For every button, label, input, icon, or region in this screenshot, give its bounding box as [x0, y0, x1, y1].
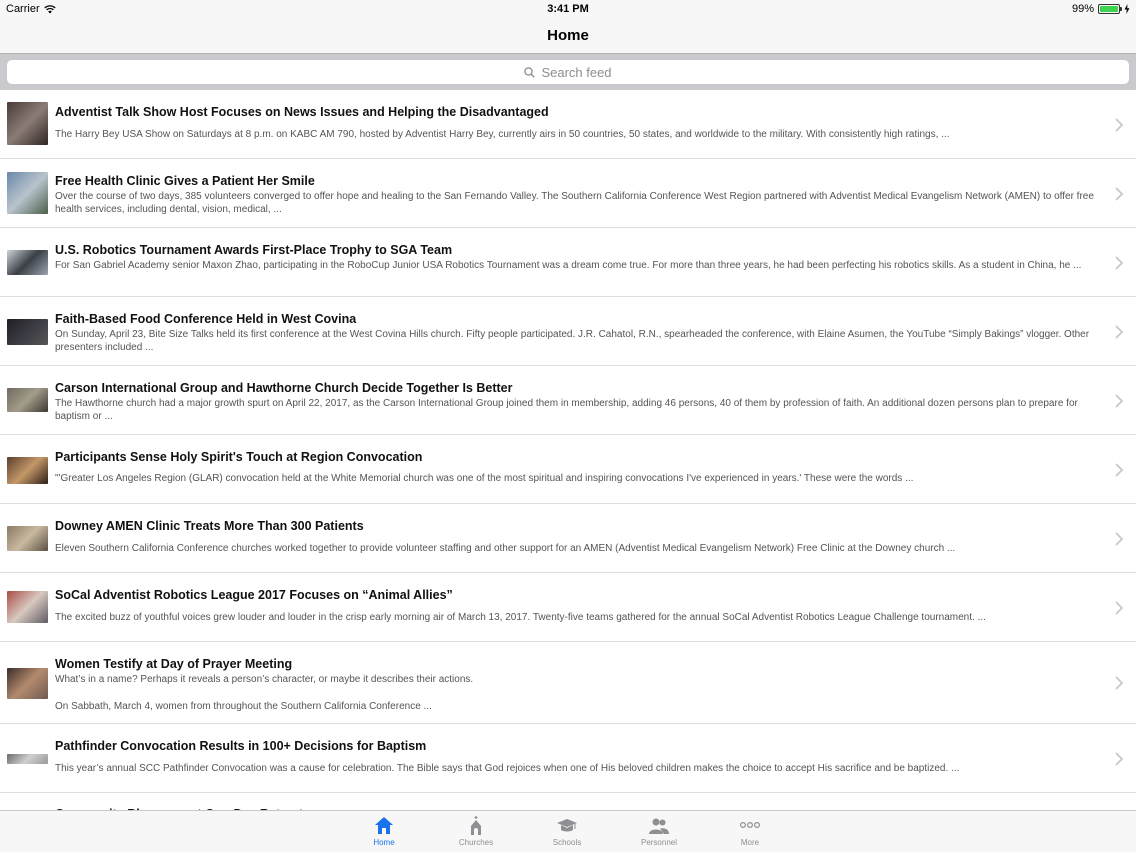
tab-label: Schools	[552, 838, 582, 847]
tab-churches[interactable]	[446, 815, 506, 847]
article-thumbnail	[7, 388, 48, 412]
battery-level	[1100, 6, 1118, 12]
battery-percent: 99%	[1071, 3, 1094, 15]
more-dots-icon	[720, 815, 780, 836]
chevron-right-icon	[1114, 752, 1124, 766]
article-thumbnail	[7, 457, 48, 484]
article-thumbnail	[7, 102, 48, 145]
tab-more[interactable]	[720, 815, 780, 847]
article-title: Pathfinder Convocation Results in 100+ Decisions for Baptism	[55, 739, 427, 753]
people-icon	[629, 815, 689, 836]
article-summary: What’s in a name? Perhaps it reveals a person’s character, or maybe it describes their actions.	[55, 674, 474, 685]
article-thumbnail	[7, 591, 48, 623]
article-thumbnail	[7, 754, 48, 764]
tab-bar	[0, 810, 1136, 852]
tab-label: Personnel	[640, 838, 678, 847]
chevron-right-icon	[1114, 532, 1124, 546]
article-summary: Over the course of two days, 385 volunteers converged to offer hope and healing to the San Fernando Valley. The Southern California Conference West Region partnered with Adventist Medical Evangelism Network (AMEN) to offer free health services, including dental, vision, medical, ...	[55, 191, 1094, 215]
chevron-right-icon	[1114, 676, 1124, 690]
chevron-right-icon	[1114, 325, 1124, 339]
news-feed-list[interactable]	[0, 90, 1136, 810]
article-summary-continued: On Sabbath, March 4, women from throughout the Southern California Conference ...	[55, 701, 432, 712]
feed-row[interactable]	[0, 228, 1136, 297]
status-bar	[0, 0, 1136, 18]
article-thumbnail	[7, 668, 48, 699]
article-title: U.S. Robotics Tournament Awards First-Place Trophy to SGA Team	[55, 243, 453, 257]
article-summary: On Sunday, April 23, Bite Size Talks held its first conference at the West Covina Hills church. Fifty people participated. J.R. Cahatol, R.N., spearheaded the conference, with Elaine Asumen, the YouTube “Simply Bakings” vlogger. Other presenters included ...	[55, 329, 1090, 353]
search-icon	[524, 67, 535, 78]
carrier-label: Carrier	[6, 3, 40, 15]
article-title: Faith-Based Food Conference Held in West Covina	[55, 312, 357, 326]
chevron-right-icon	[1114, 601, 1124, 615]
feed-row[interactable]	[0, 366, 1136, 435]
feed-row[interactable]	[0, 297, 1136, 366]
article-summary: Eleven Southern California Conference churches worked together to provide volunteer staffing and other support for an AMEN (Adventist Medical Evangelism Network) Free Clinic at the Downey church ...	[55, 543, 956, 554]
article-summary: For San Gabriel Academy senior Maxon Zhao, participating in the RoboCup Junior USA Robotics Tournament was a dream come true. For more than three years, he had been perfecting his robotics skills. As a student in China, he ...	[55, 260, 1082, 271]
article-thumbnail	[7, 526, 48, 551]
article-title: Free Health Clinic Gives a Patient Her Smile	[55, 174, 315, 188]
tab-personnel[interactable]	[629, 815, 689, 847]
chevron-right-icon	[1114, 118, 1124, 132]
article-summary: This year’s annual SCC Pathfinder Convocation was a cause for celebration. The Bible says that God rejoices when one of His beloved children makes the choice to accept His sacrifice and be baptized. ...	[55, 763, 960, 774]
tab-label: More	[740, 838, 760, 847]
clock: 3:41 PM	[547, 3, 589, 15]
article-summary: The excited buzz of youthful voices grew louder and louder in the crisp early morning air of March 13, 2017. Twenty-five teams gathered for the annual SoCal Adventist Robotics League Challenge tournament. ...	[55, 612, 986, 623]
battery-icon	[1098, 4, 1120, 14]
page-title: Home	[547, 27, 589, 44]
article-thumbnail	[7, 172, 48, 214]
article-summary: "'Greater Los Angeles Region (GLAR) convocation held at the White Memorial church was one of the most spiritual and inspiring convocations I've experienced in years.' These were the words ...	[55, 473, 914, 484]
article-title: Downey AMEN Clinic Treats More Than 300 Patients	[55, 519, 364, 533]
navigation-bar	[0, 18, 1136, 54]
graduation-cap-icon	[537, 815, 597, 836]
article-summary: The Harry Bey USA Show on Saturdays at 8 p.m. on KABC AM 790, hosted by Adventist Harry Bey, currently airs in 50 countries, 50 states, and worldwide to the military. With consistently high ratings, ...	[55, 129, 950, 140]
feed-row[interactable]	[0, 642, 1136, 724]
chevron-right-icon	[1114, 463, 1124, 477]
feed-row[interactable]	[0, 724, 1136, 793]
feed-row[interactable]	[0, 435, 1136, 504]
chevron-right-icon	[1114, 394, 1124, 408]
church-icon	[446, 815, 506, 836]
tab-label: Home	[373, 838, 395, 847]
article-title: Women Testify at Day of Prayer Meeting	[55, 657, 293, 671]
article-title: SoCal Adventist Robotics League 2017 Focuses on “Animal Allies”	[55, 588, 453, 602]
search-input[interactable]	[7, 60, 1129, 84]
tab-home[interactable]	[354, 815, 414, 847]
search-placeholder: Search feed	[541, 64, 612, 80]
article-title: Carson International Group and Hawthorne Church Decide Together Is Better	[55, 381, 513, 395]
chevron-right-icon	[1114, 187, 1124, 201]
chevron-right-icon	[1114, 256, 1124, 270]
feed-row[interactable]	[0, 159, 1136, 228]
search-bar	[0, 54, 1136, 90]
charging-bolt-icon	[1124, 4, 1130, 14]
article-summary: The Hawthorne church had a major growth spurt on April 22, 2017, as the Carson International Group joined them in membership, adding 46 persons, 40 of them by profession of faith. An additional dozen persons plan to prepare for baptism or ...	[55, 398, 1078, 422]
battery-indicator	[1072, 3, 1130, 15]
article-title: Participants Sense Holy Spirit's Touch at Region Convocation	[55, 450, 423, 464]
feed-row[interactable]	[0, 573, 1136, 642]
home-icon	[354, 815, 414, 836]
tab-schools[interactable]	[537, 815, 597, 847]
article-thumbnail	[7, 319, 48, 345]
tab-label: Churches	[458, 838, 494, 847]
article-thumbnail	[7, 250, 48, 275]
feed-row[interactable]	[0, 504, 1136, 573]
feed-row[interactable]	[0, 90, 1136, 159]
article-title: Adventist Talk Show Host Focuses on News Issues and Helping the Disadvantaged	[55, 105, 549, 119]
